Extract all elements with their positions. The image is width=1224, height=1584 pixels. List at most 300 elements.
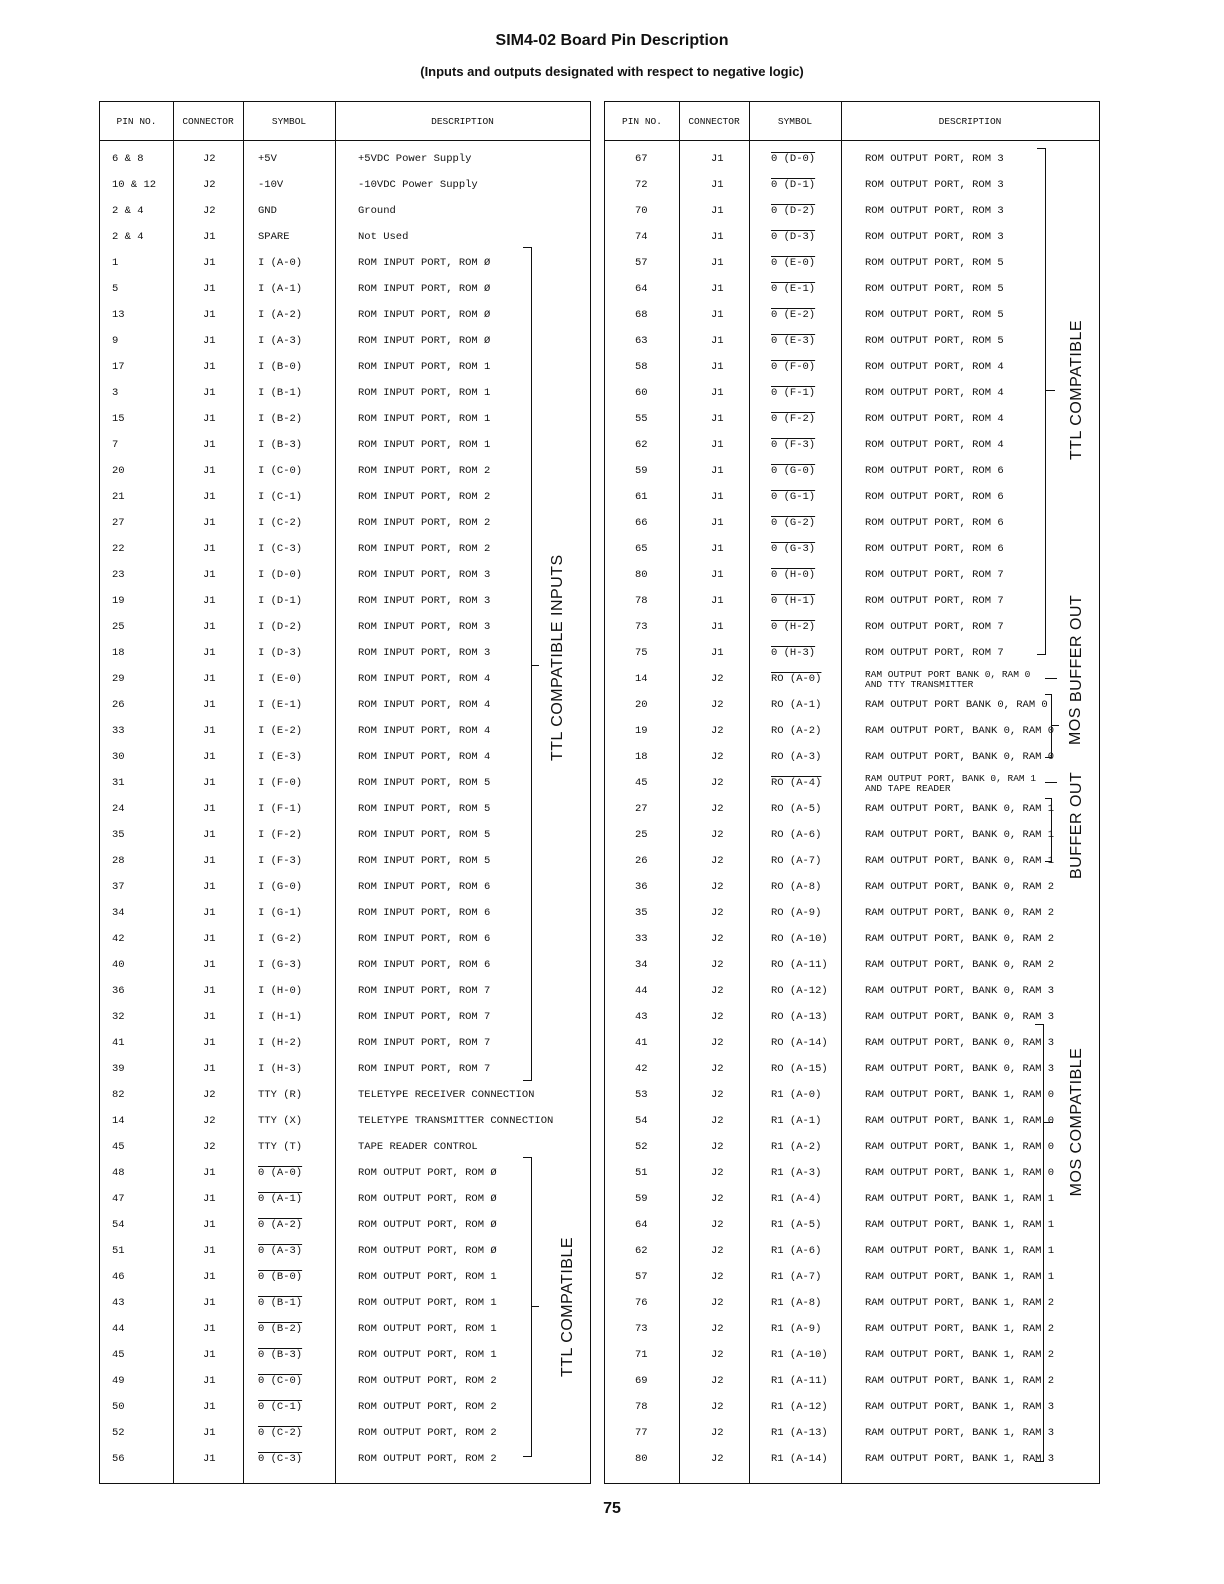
connector-cell: J2 [711,1349,724,1361]
header-description: DESCRIPTION [938,115,1002,127]
table-row [605,1110,1099,1136]
pin-cell: 80 [635,1453,648,1465]
header-connector: CONNECTOR [182,115,234,127]
table-row [100,1084,590,1110]
symbol-cell: RO (A-4) [771,777,822,789]
description-cell: RAM OUTPUT PORT, BANK 1, RAM 1 [865,1271,1055,1283]
table-row [605,1422,1099,1448]
connector-cell: J1 [203,543,216,555]
symbol-cell: RO (A-10) [771,933,828,945]
pin-cell: 69 [635,1375,648,1387]
pin-cell: 26 [112,699,125,711]
description-cell: RAM OUTPUT PORT, BANK 1, RAM 2 [865,1323,1055,1335]
connector-cell: J2 [711,933,724,945]
symbol-cell: 0 (F-3) [771,439,816,451]
pin-cell: 5 [112,283,119,295]
symbol-cell: I (E-0) [258,673,303,685]
pin-cell: 34 [112,907,125,919]
pin-cell: 60 [635,387,648,399]
pin-cell: 59 [635,1193,648,1205]
symbol-cell: SPARE [258,231,290,243]
pin-cell: 77 [635,1427,648,1439]
table-row [605,616,1099,642]
symbol-cell: R1 (A-8) [771,1297,822,1309]
table-row [605,278,1099,304]
pin-cell: 14 [635,673,648,685]
connector-cell: J1 [203,1349,216,1361]
description-cell: ROM INPUT PORT, ROM 2 [358,465,491,477]
connector-cell: J2 [711,1323,724,1335]
pin-cell: 64 [635,283,648,295]
header-symbol: SYMBOL [271,115,307,127]
description-cell: ROM INPUT PORT, ROM 1 [358,387,491,399]
description-cell-line2: AND TTY TRANSMITTER [865,679,974,690]
ttl-compatible-label: TTL COMPATIBLE [1068,319,1085,461]
symbol-cell: I (C-0) [258,465,303,477]
description-cell: ROM INPUT PORT, ROM 6 [358,933,491,945]
pin-cell: 21 [112,491,125,503]
table-row [605,460,1099,486]
description-cell: RAM OUTPUT PORT, BANK 0, RAM 3 [865,985,1055,997]
pin-cell: 26 [635,855,648,867]
table-row [605,772,1099,798]
connector-cell: J1 [203,673,216,685]
description-cell: ROM INPUT PORT, ROM 1 [358,361,491,373]
connector-cell: J2 [711,699,724,711]
symbol-cell: 0 (A-3) [258,1245,303,1257]
table-row [100,876,590,902]
pin-cell: 46 [112,1271,125,1283]
description-cell: RAM OUTPUT PORT, BANK 1, RAM 0 [865,1089,1055,1101]
table-row [605,330,1099,356]
symbol-cell: RO (A-11) [771,959,828,971]
description-cell: +5VDC Power Supply [358,153,472,165]
symbol-cell: R1 (A-14) [771,1453,828,1465]
connector-cell: J1 [711,309,724,321]
pin-cell: 42 [112,933,125,945]
description-cell: RAM OUTPUT PORT, BANK 1, RAM 1 [865,1245,1055,1257]
description-cell: ROM INPUT PORT, ROM Ø [358,335,491,347]
connector-cell: J2 [203,179,216,191]
table-row [100,1318,590,1344]
pin-cell: 42 [635,1063,648,1075]
pin-cell: 73 [635,1323,648,1335]
description-cell: ROM OUTPUT PORT, ROM Ø [358,1193,497,1205]
symbol-cell: 0 (B-3) [258,1349,303,1361]
table-row [605,174,1099,200]
pin-cell: 20 [635,699,648,711]
connector-cell: J1 [711,205,724,217]
description-cell: RAM OUTPUT PORT, BANK 1, RAM 2 [865,1375,1055,1387]
pin-cell: 57 [635,1271,648,1283]
connector-cell: J1 [203,1167,216,1179]
mos-bracket [1045,694,1052,758]
table-row [100,1370,590,1396]
connector-cell: J2 [711,1453,724,1465]
table-row [100,1292,590,1318]
connector-cell: J1 [203,1427,216,1439]
symbol-cell: R1 (A-2) [771,1141,822,1153]
ttl-output-bracket [1037,148,1046,655]
symbol-cell: 0 (A-1) [258,1193,303,1205]
description-cell: RAM OUTPUT PORT, BANK 0, RAM 1 [865,855,1055,867]
pin-cell: 1 [112,257,119,269]
table-row [605,1318,1099,1344]
description-cell: ROM INPUT PORT, ROM 4 [358,751,491,763]
pin-cell: 23 [112,569,125,581]
connector-cell: J1 [203,907,216,919]
table-row [100,1344,590,1370]
description-cell: ROM OUTPUT PORT, ROM 7 [865,595,1004,607]
description-cell: RAM OUTPUT PORT, BANK 0, RAM 2 [865,959,1055,971]
pin-cell: 82 [112,1089,125,1101]
description-cell: ROM INPUT PORT, ROM Ø [358,283,491,295]
input-group-bracket [523,247,532,1081]
table-row [605,304,1099,330]
pin-cell: 62 [635,1245,648,1257]
description-cell: ROM OUTPUT PORT, ROM 3 [865,179,1004,191]
connector-cell: J1 [711,257,724,269]
description-cell: RAM OUTPUT PORT, BANK 0, RAM 2 [865,907,1055,919]
left-pin-table [99,101,591,1484]
table-row [100,590,590,616]
symbol-cell: I (H-3) [258,1063,303,1075]
pin-cell: 54 [635,1115,648,1127]
table-row [605,876,1099,902]
description-cell: TELETYPE RECEIVER CONNECTION [358,1089,535,1101]
pin-cell: 41 [112,1037,125,1049]
description-cell: ROM OUTPUT PORT, ROM 2 [358,1453,497,1465]
connector-cell: J1 [203,803,216,815]
symbol-cell: I (A-3) [258,335,303,347]
table-row [100,1032,590,1058]
table-row [605,798,1099,824]
symbol-cell: I (D-2) [258,621,303,633]
table-row [100,512,590,538]
description-cell: ROM INPUT PORT, ROM Ø [358,309,491,321]
connector-cell: J1 [711,335,724,347]
description-cell: ROM OUTPUT PORT, ROM 7 [865,569,1004,581]
pin-cell: 45 [112,1141,125,1153]
pin-cell: 52 [635,1141,648,1153]
description-cell: RAM OUTPUT PORT, BANK 0, RAM 3 [865,1011,1055,1023]
table-row [605,954,1099,980]
symbol-cell: 0 (B-1) [258,1297,303,1309]
description-cell: ROM INPUT PORT, ROM 3 [358,647,491,659]
connector-cell: J1 [203,1323,216,1335]
symbol-cell: -10V [258,179,284,191]
connector-cell: J1 [203,959,216,971]
description-cell: ROM INPUT PORT, ROM 5 [358,803,491,815]
description-cell: ROM INPUT PORT, ROM 6 [358,881,491,893]
description-cell: ROM INPUT PORT, ROM 5 [358,855,491,867]
pin-cell: 27 [112,517,125,529]
table-row [100,252,590,278]
pin-cell: 40 [112,959,125,971]
description-cell: ROM OUTPUT PORT, ROM 1 [358,1349,497,1361]
description-cell: Not Used [358,231,409,243]
connector-cell: J1 [203,1011,216,1023]
connector-cell: J1 [711,491,724,503]
table-row [605,408,1099,434]
symbol-cell: 0 (C-1) [258,1401,303,1413]
table-row [100,720,590,746]
symbol-cell: R1 (A-11) [771,1375,828,1387]
symbol-cell: TTY (R) [258,1089,303,1101]
mos-compatible-label: MOS COMPATIBLE [1068,1047,1085,1197]
symbol-cell: I (F-0) [258,777,303,789]
table-row [605,226,1099,252]
description-cell: ROM OUTPUT PORT, ROM 5 [865,309,1004,321]
connector-cell: J2 [711,1271,724,1283]
table-row [605,512,1099,538]
connector-cell: J1 [203,725,216,737]
pin-cell: 19 [635,725,648,737]
description-cell: RAM OUTPUT PORT, BANK 1, RAM 2 [865,1349,1055,1361]
pin-cell: 52 [112,1427,125,1439]
table-row [100,980,590,1006]
description-cell: TELETYPE TRANSMITTER CONNECTION [358,1115,554,1127]
connector-cell: J1 [203,517,216,529]
connector-cell: J1 [711,153,724,165]
symbol-cell: 0 (E-0) [771,257,816,269]
symbol-cell: 0 (C-0) [258,1375,303,1387]
table-row [100,668,590,694]
connector-cell: J2 [711,1011,724,1023]
pin-cell: 18 [635,751,648,763]
symbol-cell: RO (A-13) [771,1011,828,1023]
symbol-cell: I (E-1) [258,699,303,711]
buffer-out-label-1: BUFFER OUT [1068,594,1085,702]
pin-cell: 3 [112,387,119,399]
connector-cell: J1 [203,569,216,581]
connector-cell: J2 [711,1115,724,1127]
table-row [605,1188,1099,1214]
symbol-cell: I (B-2) [258,413,303,425]
description-cell: ROM OUTPUT PORT, ROM 3 [865,205,1004,217]
table-row [100,1188,590,1214]
symbol-cell: 0 (D-3) [771,231,816,243]
pin-cell: 70 [635,205,648,217]
connector-cell: J2 [203,153,216,165]
connector-cell: J1 [203,777,216,789]
symbol-cell: RO (A-8) [771,881,822,893]
table-row [100,746,590,772]
symbol-cell: I (B-0) [258,361,303,373]
connector-cell: J1 [711,595,724,607]
table-row [100,304,590,330]
pin-cell: 55 [635,413,648,425]
right-rows [605,140,1099,1483]
pin-cell: 44 [635,985,648,997]
table-row [100,772,590,798]
symbol-cell: I (E-2) [258,725,303,737]
table-row [100,538,590,564]
symbol-cell: I (H-1) [258,1011,303,1023]
symbol-cell: R1 (A-0) [771,1089,822,1101]
connector-cell: J1 [711,283,724,295]
table-row [100,460,590,486]
symbol-cell: I (C-2) [258,517,303,529]
symbol-cell: 0 (H-1) [771,595,816,607]
buffer-bracket-2 [1045,798,1052,862]
pin-cell: 43 [112,1297,125,1309]
symbol-cell: 0 (A-0) [258,1167,303,1179]
pin-cell: 36 [112,985,125,997]
description-cell: ROM OUTPUT PORT, ROM 1 [358,1271,497,1283]
connector-cell: J2 [711,1427,724,1439]
table-row [605,1370,1099,1396]
pin-cell: 41 [635,1037,648,1049]
table-row [100,1422,590,1448]
connector-cell: J1 [203,933,216,945]
symbol-cell: 0 (D-1) [771,179,816,191]
connector-cell: J1 [711,621,724,633]
connector-cell: J2 [711,1037,724,1049]
connector-cell: J2 [711,751,724,763]
symbol-cell: +5V [258,153,277,165]
description-cell: ROM INPUT PORT, ROM 3 [358,595,491,607]
description-cell: RAM OUTPUT PORT, BANK 0, RAM 2 [865,881,1055,893]
connector-cell: J1 [203,751,216,763]
connector-cell: J1 [203,465,216,477]
description-cell: ROM OUTPUT PORT, ROM 5 [865,283,1004,295]
description-cell: RAM OUTPUT PORT, BANK 0, RAM 0 [865,725,1055,737]
symbol-cell: R1 (A-4) [771,1193,822,1205]
description-cell: ROM OUTPUT PORT, ROM Ø [358,1245,497,1257]
symbol-cell: I (F-1) [258,803,303,815]
pin-cell: 31 [112,777,125,789]
symbol-cell: R1 (A-3) [771,1167,822,1179]
description-cell: RAM OUTPUT PORT, BANK 0, RAM 1 [865,803,1055,815]
table-row [100,850,590,876]
table-row [100,1162,590,1188]
pin-cell: 75 [635,647,648,659]
table-row [605,1396,1099,1422]
table-row [100,928,590,954]
pin-cell: 24 [112,803,125,815]
connector-cell: J2 [203,205,216,217]
symbol-cell: I (A-2) [258,309,303,321]
connector-cell: J1 [711,179,724,191]
connector-cell: J2 [711,881,724,893]
pin-cell: 22 [112,543,125,555]
symbol-cell: RO (A-14) [771,1037,828,1049]
description-cell: ROM OUTPUT PORT, ROM 6 [865,465,1004,477]
table-row [100,642,590,668]
pin-cell: 78 [635,1401,648,1413]
symbol-cell: R1 (A-6) [771,1245,822,1257]
connector-cell: J1 [711,361,724,373]
output-group-bracket [523,1157,532,1457]
symbol-cell: 0 (E-1) [771,283,816,295]
description-cell: RAM OUTPUT PORT, BANK 1, RAM 0 [865,1167,1055,1179]
description-cell: Ground [358,205,396,217]
description-cell: ROM INPUT PORT, ROM 6 [358,959,491,971]
connector-cell: J2 [711,985,724,997]
connector-cell: J2 [711,777,724,789]
table-row [100,1448,590,1474]
pin-cell: 30 [112,751,125,763]
table-row [100,356,590,382]
symbol-cell: I (C-1) [258,491,303,503]
symbol-cell: I (H-0) [258,985,303,997]
description-cell: ROM INPUT PORT, ROM 7 [358,1037,491,1049]
pin-cell: 48 [112,1167,125,1179]
symbol-cell: I (D-3) [258,647,303,659]
pin-cell: 57 [635,257,648,269]
symbol-cell: I (C-3) [258,543,303,555]
page-number: 75 [603,1500,621,1517]
description-cell: ROM INPUT PORT, ROM 7 [358,1011,491,1023]
symbol-cell: 0 (G-1) [771,491,816,503]
pin-cell: 36 [635,881,648,893]
connector-cell: J1 [711,569,724,581]
pin-cell: 20 [112,465,125,477]
description-cell: ROM INPUT PORT, ROM 3 [358,621,491,633]
header-symbol: SYMBOL [777,115,813,127]
pin-cell: 25 [112,621,125,633]
description-cell-line2: AND TAPE READER [865,783,951,794]
description-cell: ROM OUTPUT PORT, ROM 4 [865,387,1004,399]
symbol-cell: RO (A-2) [771,725,822,737]
table-row [605,1136,1099,1162]
pin-cell: 80 [635,569,648,581]
connector-cell: J2 [711,1219,724,1231]
pin-cell: 33 [112,725,125,737]
symbol-cell: R1 (A-13) [771,1427,828,1439]
table-row [100,434,590,460]
pin-cell: 49 [112,1375,125,1387]
connector-cell: J1 [203,985,216,997]
table-row [605,1006,1099,1032]
table-row [605,928,1099,954]
pin-cell: 18 [112,647,125,659]
table-row [605,1058,1099,1084]
table-row [605,486,1099,512]
connector-cell: J1 [203,413,216,425]
symbol-cell: 0 (H-0) [771,569,816,581]
symbol-cell: R1 (A-7) [771,1271,822,1283]
table-row [100,564,590,590]
description-cell: ROM OUTPUT PORT, ROM 3 [865,231,1004,243]
connector-cell: J1 [711,465,724,477]
table-row [100,486,590,512]
description-cell: ROM OUTPUT PORT, ROM 1 [358,1297,497,1309]
connector-cell: J1 [203,309,216,321]
pin-cell: 35 [635,907,648,919]
table-row [100,408,590,434]
table-row [605,1084,1099,1110]
table-row [100,200,590,226]
connector-cell: J2 [711,1401,724,1413]
connector-cell: J2 [711,907,724,919]
description-cell: ROM OUTPUT PORT, ROM 5 [865,257,1004,269]
connector-cell: J1 [203,387,216,399]
connector-cell: J2 [711,1063,724,1075]
connector-cell: J1 [203,283,216,295]
description-cell: RAM OUTPUT PORT, BANK 1, RAM 0 [865,1115,1055,1127]
table-row [100,1214,590,1240]
symbol-cell: GND [258,205,277,217]
table-row [605,746,1099,772]
connector-cell: J2 [711,829,724,841]
connector-cell: J1 [711,231,724,243]
symbol-cell: RO (A-6) [771,829,822,841]
pin-cell: 74 [635,231,648,243]
description-cell: ROM INPUT PORT, ROM 4 [358,673,491,685]
symbol-cell: TTY (T) [258,1141,303,1153]
